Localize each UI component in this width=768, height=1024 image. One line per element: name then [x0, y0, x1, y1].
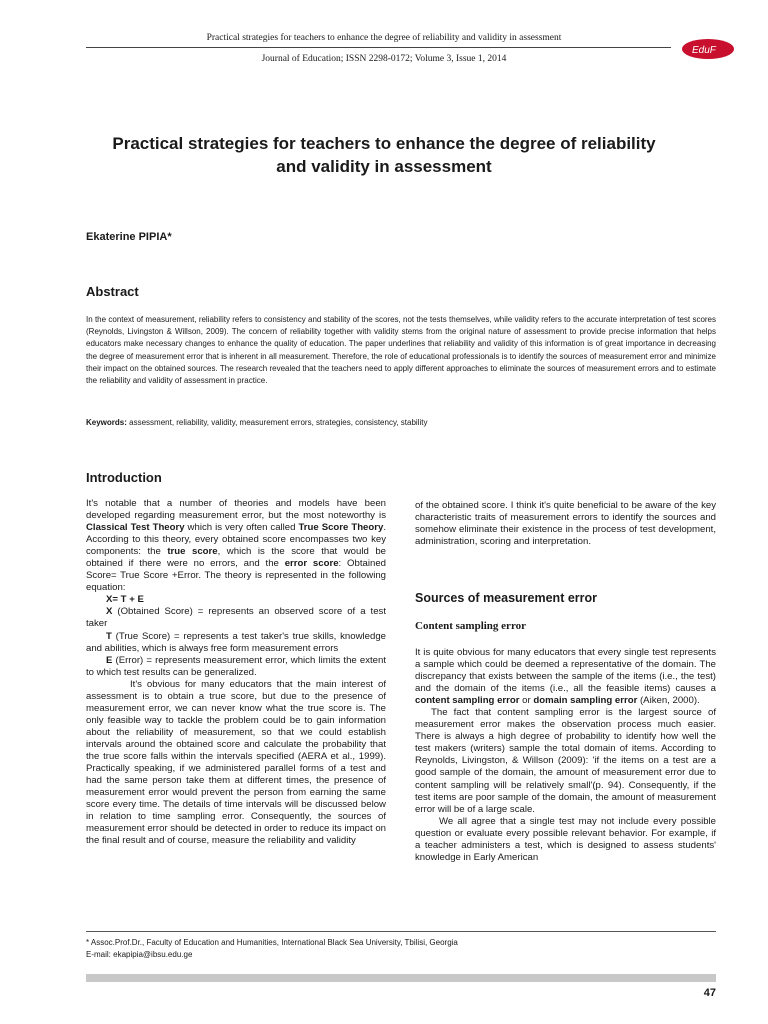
- running-title: Practical strategies for teachers to enhance the degree of reliability and validity in assessment: [206, 33, 562, 43]
- article-title: [60, 132, 708, 178]
- column-right-top: [415, 500, 716, 548]
- logo-text: EduF: [692, 45, 716, 56]
- column-right: [415, 647, 716, 864]
- definition-x: X (Obtained Score) = represents an observed score of a test taker: [86, 606, 386, 630]
- intro-paragraph-2: It's obvious for many educators that the main interest of assessment is to obtain a true score, but due to the presence of measurement error, we can never know what the true score is. The only feasible way to tackle the problem could be to gain information about the reliability of measurement, so that we could establish intervals around the obtained score and calculate the probability that the true score falls within the intervals specified (AERA et al., 1999). Practically speaking, if we administered parallel forms of a test and had the same person take them at different times, the presence of measurement error would prevent the person from earning the same score every time. The details of time intervals will be discussed below in relation to time sampling error. Consequently, the sources of measurement error should be detected in order to reduce its impact on the final result and of course, measure the reliability and validity: [86, 678, 386, 847]
- header-rule: [86, 47, 671, 48]
- footnote: [86, 937, 716, 961]
- footnote-email: E-mail: ekapipia@ibsu.edu.ge: [86, 950, 193, 959]
- keywords-label: Keywords:: [86, 418, 127, 427]
- journal-info: Journal of Education; ISSN 2298-0172; Volume 3, Issue 1, 2014: [261, 54, 507, 64]
- content-sampling-heading: Content sampling error: [415, 620, 527, 632]
- introduction-heading: Introduction: [86, 470, 162, 485]
- sources-paragraph-3: We all agree that a single test may not include every possible question or evaluate every possible relevant behavior. For example, if a teacher administers a test, which is designed to assess students' knowledge in Early American: [415, 815, 716, 863]
- equation: X= T + E: [106, 594, 144, 606]
- sources-paragraph-2: The fact that content sampling error is the largest source of measurement error makes the observation process much easier. There is always a high degree of probability to identify how well the test makers (writers) sample the total domain of items. According to Reynolds, Livingston, & Willson (2009): 'if the items on a test are a good sample of the domain, the amount of measurement error due to content sampling will be relatively small'(p. 94). Consequently, if the test items are poor sample of the domain, the amount of measurement error will be of a large scale.: [415, 707, 716, 815]
- abstract-heading: Abstract: [86, 284, 139, 299]
- definition-e: E (Error) = represents measurement error, which limits the extent to which test results can be generalized.: [86, 654, 386, 678]
- keywords: [86, 418, 716, 427]
- title-line-2: and validity in assessment: [276, 157, 492, 176]
- footnote-rule: [86, 931, 716, 932]
- title-line-1: Practical strategies for teachers to enhance the degree of reliability: [112, 134, 656, 153]
- definition-t: T (True Score) = represents a test taker's true skills, knowledge and abilities, which is always free form measurement errors: [86, 630, 386, 654]
- author-name: Ekaterine PIPIA*: [86, 231, 172, 243]
- abstract-text: In the context of measurement, reliability refers to consistency and stability of the scores, not the tests themselves, while validity refers to the accurate interpretation of test scores (Reynolds, Livingston & Willson, 2009). The concern of reliability together with validity stems from the original nature of assessment to provide precise information that helps educators make necessary changes to enhance the quality of education. The paper underlines that reliability and validity of this information is of great importance in decreasing the degree of measurement error that is inherent in all measurement. Therefore, the role of educational professionals is to identify the sources of measurement error and minimize their impact on the obtained sources. The research revealed that the teachers need to apply different approaches to eliminate the sources of measurement errors and to estimate the reliability and validity of assessment in practice.: [86, 315, 716, 386]
- footnote-affiliation: * Assoc.Prof.Dr., Faculty of Education and Humanities, International Black Sea University, Tbilisi, Georgia: [86, 938, 458, 947]
- sources-heading: Sources of measurement error: [415, 591, 598, 605]
- intro-paragraph-2-continued: of the obtained score. I think it's quite beneficial to be aware of the key characteristic traits of measurement errors to identify the sources and somehow eliminate their existence in the process of test development, administration, scoring and interpretation.: [415, 500, 716, 548]
- page-number: 47: [703, 987, 716, 999]
- intro-paragraph-1: It's notable that a number of theories and models have been developed regarding measurement error, but the most noteworthy is Classical Test Theory which is very often called True Score Theory. According to this theory, every obtained score encompasses two key components: the true score, which is the score that would be obtained if there were no errors, and the error score: Obtained Score= True Score +Error. The theory is represented in the following equation:: [86, 498, 386, 594]
- bottom-bar: [86, 974, 716, 982]
- column-left: [86, 498, 386, 847]
- keywords-list: assessment, reliability, validity, measurement errors, strategies, consistency, stability: [129, 418, 428, 427]
- journal-logo-icon: [680, 36, 736, 62]
- sources-paragraph-1: It is quite obvious for many educators that every single test represents a sample which could be deemed a representative of the domain. The discrepancy that exists between the sample of the items (i.e., the test) and the domain of the items (i.e., all the feasible items) causes a content sampling error or domain sampling error (Aiken, 2000).: [415, 647, 716, 707]
